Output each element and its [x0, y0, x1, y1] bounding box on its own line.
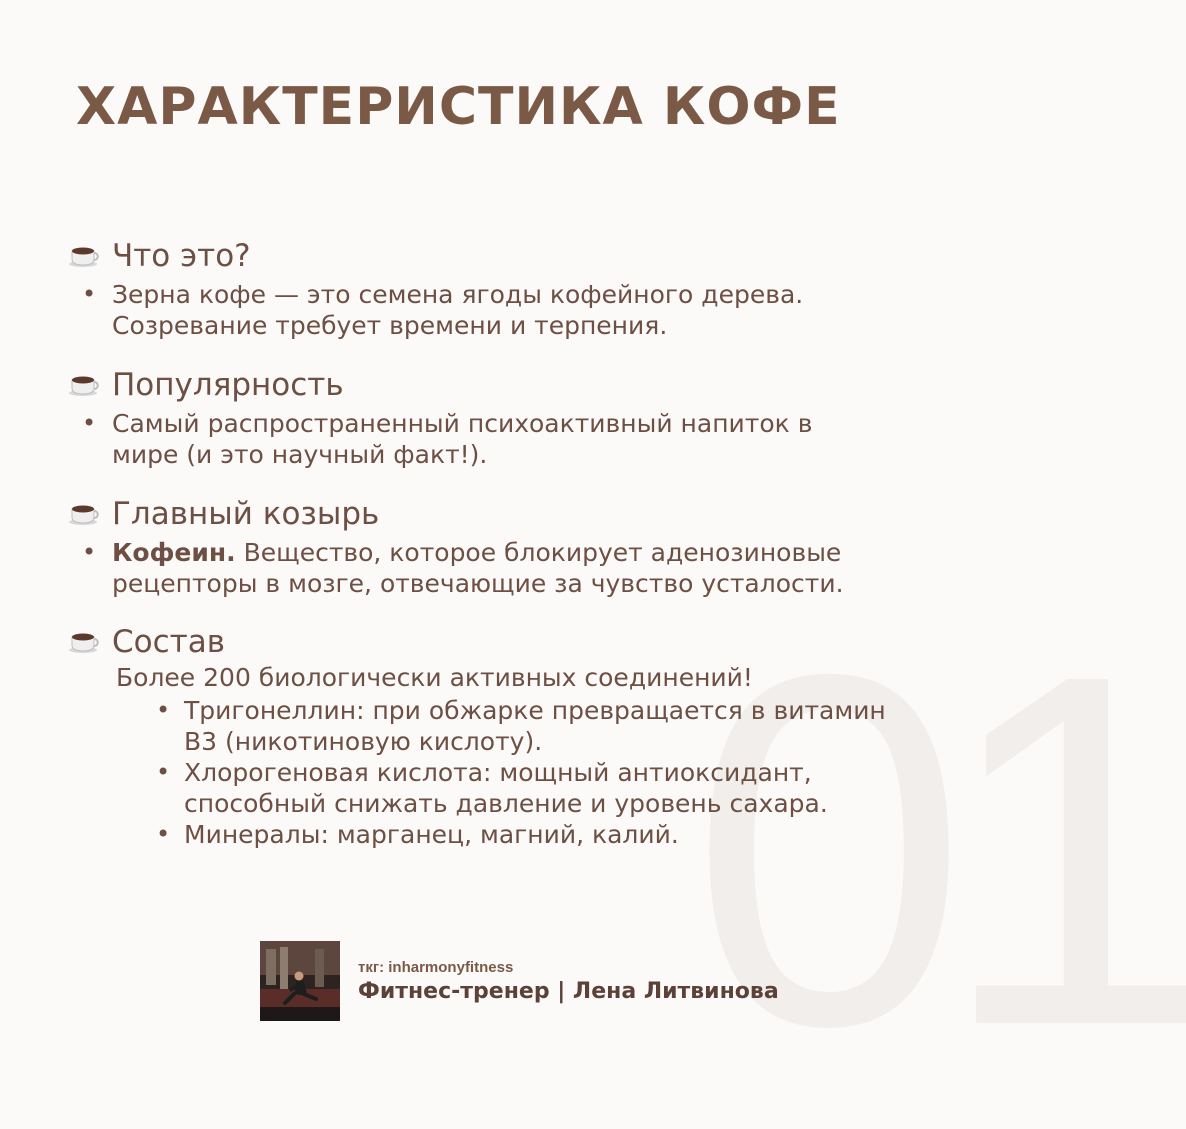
section-heading [68, 496, 1028, 532]
section-what-list [68, 279, 1028, 341]
section-heading-text: Главный козырь [112, 495, 380, 532]
emphasis-text: Кофеин. [112, 538, 236, 567]
page-title: ХАРАКТЕРИСТИКА КОФЕ [76, 77, 841, 137]
avatar [260, 941, 340, 1021]
list-item-line: способный снижать давление и уровень сахара. [184, 789, 828, 818]
list-item-line: мире (и это научный факт!). [112, 440, 488, 469]
composition-list [156, 695, 1028, 850]
section-heading [68, 367, 1028, 403]
section-heading-text: Что это? [112, 237, 251, 274]
list-item-line: рецепторы в мозге, отвечающие за чувство усталости. [112, 569, 844, 598]
list-item-line: Самый распространенный психоактивный напиток в [112, 409, 813, 438]
section-popularity-list [68, 408, 1028, 470]
list-item-line: B3 (никотиновую кислоту). [184, 727, 543, 756]
footer-text [358, 960, 779, 1003]
list-item [156, 819, 1028, 850]
section-main-advantage [68, 496, 1028, 599]
author-footer [260, 941, 779, 1021]
list-item-line: Созревание требует времени и терпения. [112, 311, 668, 340]
list-item-line: Минералы: марганец, магний, калий. [184, 820, 679, 849]
list-item-line: Вещество, которое блокирует аденозиновые [235, 538, 842, 567]
list-item [156, 757, 1028, 819]
section-what-is-it [68, 238, 1028, 341]
list-item [68, 408, 1028, 470]
coffee-cup-icon [68, 244, 102, 268]
author-name: Фитнес-тренер | Лена Литвинова [358, 978, 779, 1004]
list-item [156, 695, 1028, 757]
section-heading-text: Состав [112, 623, 225, 660]
coffee-cup-icon [68, 630, 102, 654]
list-item-line: Хлорогеновая кислота: мощный антиоксидант, [184, 758, 812, 787]
coffee-cup-icon [68, 502, 102, 526]
list-item [68, 279, 1028, 341]
section-heading-text: Популярность [112, 366, 344, 403]
section-heading [68, 624, 1028, 660]
list-item-line: Зерна кофе — это семена ягоды кофейного дерева. [112, 280, 804, 309]
author-handle: ткг: inharmonyfitness [358, 958, 514, 976]
list-item [68, 537, 1028, 599]
list-item-line: Тригонеллин: при обжарке превращается в витамин [184, 696, 886, 725]
composition-intro: Более 200 биологически активных соединений! [116, 663, 753, 692]
section-main-list [68, 537, 1028, 599]
page-number-watermark: 01 [690, 570, 1186, 1129]
section-composition [68, 624, 1028, 850]
section-heading [68, 238, 1028, 274]
section-popularity [68, 367, 1028, 470]
coffee-cup-icon [68, 373, 102, 397]
